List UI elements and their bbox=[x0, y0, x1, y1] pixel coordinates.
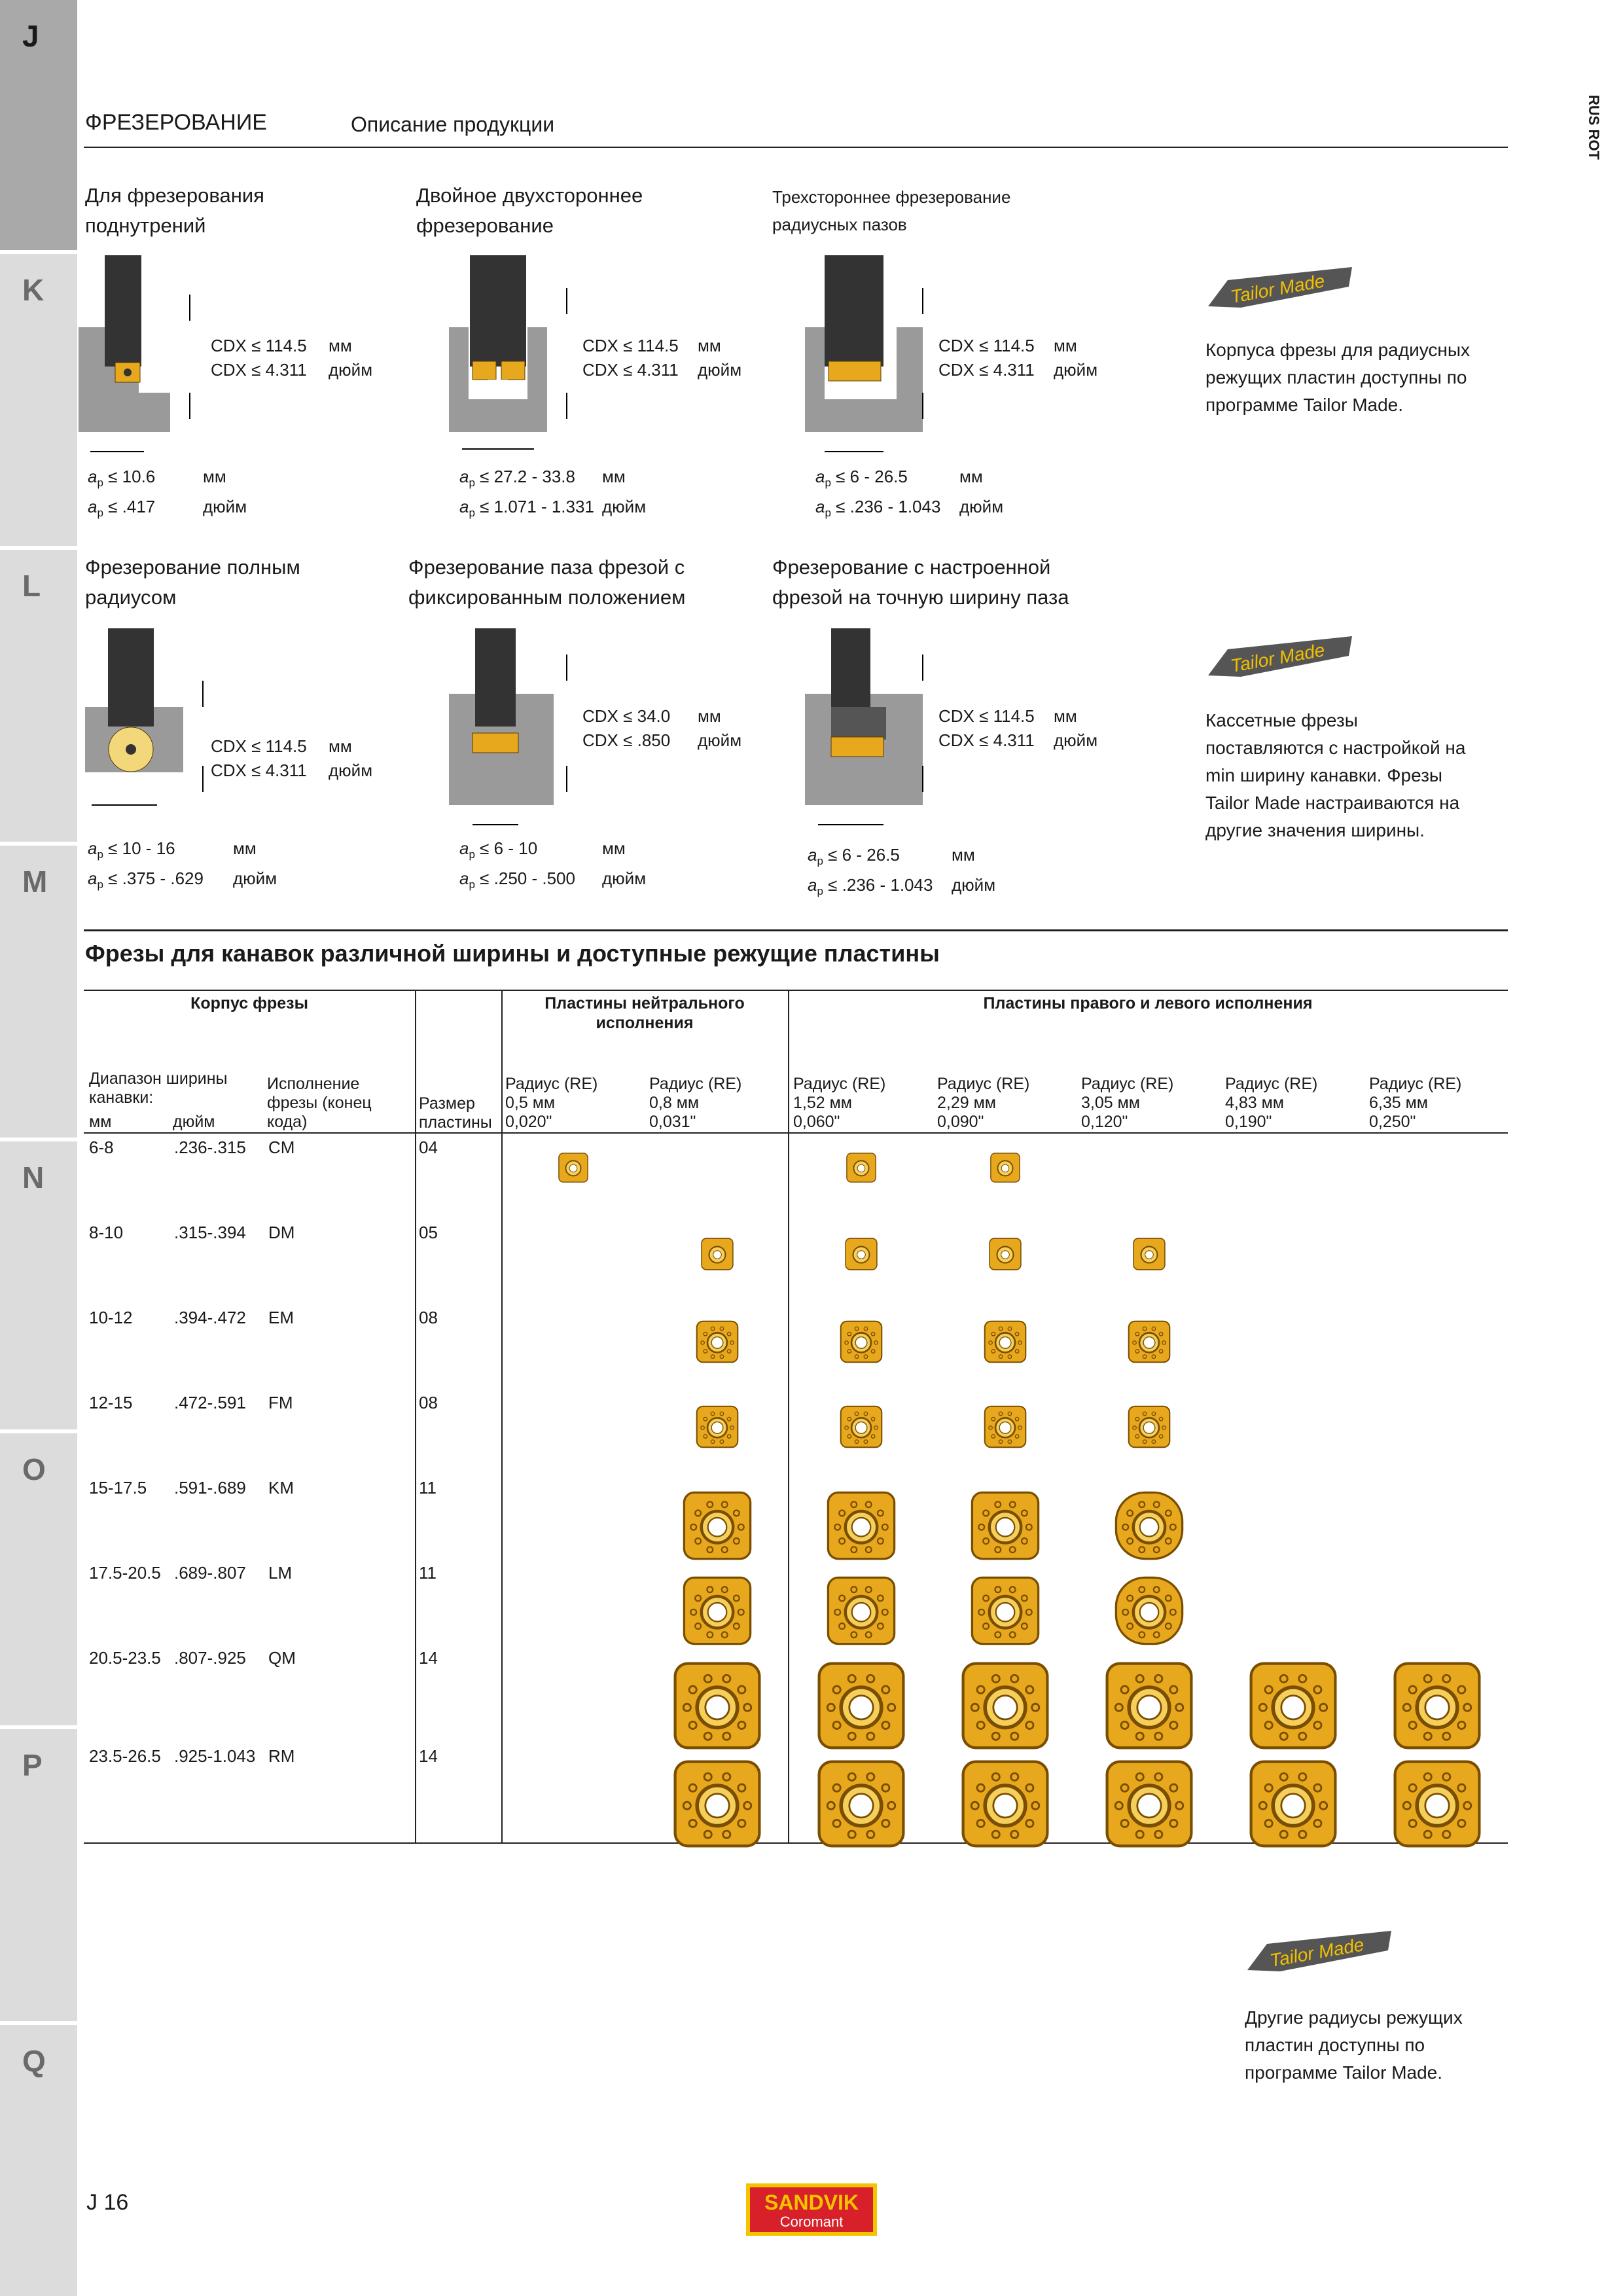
cell-range-inch: .315-.394 bbox=[174, 1223, 246, 1242]
svg-text:SANDVIK: SANDVIK bbox=[764, 2191, 859, 2214]
cell-range-inch: .689-.807 bbox=[174, 1563, 246, 1583]
table-vline bbox=[501, 990, 503, 1844]
cell-range-inch: .236-.315 bbox=[174, 1138, 246, 1157]
tailor-made-logo bbox=[1241, 1924, 1398, 1979]
cell-range-mm: 10-12 bbox=[89, 1308, 133, 1327]
table-top-rule bbox=[84, 929, 1508, 931]
ap-spec: $a_p \le 10 - 16$ мм $a_p \le .375 - .629$ дюйм bbox=[88, 838, 277, 891]
tab-label: N bbox=[22, 1160, 45, 1194]
cell-range-inch: .925-1.043 bbox=[174, 1746, 256, 1766]
col-header-design: Исполнение фрезы (конец кода) bbox=[267, 1075, 372, 1131]
insert-icon[interactable] bbox=[681, 1490, 753, 1562]
insert-icon[interactable] bbox=[815, 1660, 907, 1751]
col-header-mm: мм bbox=[89, 1113, 112, 1131]
insert-icon[interactable] bbox=[988, 1237, 1022, 1271]
cell-insert-size: 11 bbox=[419, 1478, 437, 1498]
table-vline bbox=[788, 990, 789, 1844]
cell-insert-size: 04 bbox=[419, 1138, 438, 1157]
tab-label: M bbox=[22, 865, 48, 899]
cell-range-inch: .472-.591 bbox=[174, 1393, 246, 1412]
insert-icon[interactable] bbox=[1247, 1758, 1339, 1850]
cell-range-mm: 23.5-26.5 bbox=[89, 1746, 161, 1766]
insert-icon[interactable] bbox=[1113, 1575, 1185, 1647]
cell-range-mm: 17.5-20.5 bbox=[89, 1563, 161, 1583]
tab-j[interactable] bbox=[0, 0, 77, 250]
cell-design-code: EM bbox=[268, 1308, 294, 1327]
tab-o[interactable] bbox=[0, 1433, 77, 1725]
tailor-note: Другие радиусы режущих пластин доступны по программе Tailor Made. bbox=[1245, 2007, 1463, 2083]
fixed-slot-diagram bbox=[442, 628, 580, 831]
tab-label: J bbox=[22, 19, 39, 53]
group-header-body: Корпус фрезы bbox=[190, 994, 308, 1013]
insert-icon[interactable] bbox=[695, 1405, 740, 1449]
cell-insert-size: 05 bbox=[419, 1223, 438, 1242]
op-title: Фрезерование паза фрезой с фиксированным положением bbox=[408, 556, 686, 609]
cdx-spec: CDX ≤ 34.0 мм CDX ≤ .850 дюйм bbox=[582, 706, 742, 750]
cell-range-mm: 15-17.5 bbox=[89, 1478, 147, 1498]
tab-q[interactable] bbox=[0, 2025, 77, 2296]
insert-icon[interactable] bbox=[990, 1152, 1021, 1183]
col-header-size: Размер пластины bbox=[419, 1094, 492, 1132]
op-title: Для фрезерования поднутрений bbox=[85, 184, 264, 237]
table-title: Фрезы для канавок различной ширины и доступные режущие пластины bbox=[85, 940, 940, 967]
tab-p[interactable] bbox=[0, 1729, 77, 2021]
insert-icon[interactable] bbox=[1103, 1758, 1195, 1850]
col-header-radius: Радиус (RE) 1,52 мм 0,060" bbox=[793, 1075, 886, 1131]
col-header-radius: Радиус (RE) 0,8 мм 0,031" bbox=[649, 1075, 742, 1131]
cdx-spec: CDX ≤ 114.5 мм CDX ≤ 4.311 дюйм bbox=[938, 336, 1098, 380]
tailor-made-logo bbox=[1202, 260, 1359, 315]
cdx-spec: CDX ≤ 114.5 мм CDX ≤ 4.311 дюйм bbox=[938, 706, 1098, 750]
op-title: Двойное двухстороннее фрезерование bbox=[416, 184, 643, 237]
col-header-radius: Радиус (RE) 2,29 мм 0,090" bbox=[937, 1075, 1030, 1131]
insert-icon[interactable] bbox=[959, 1660, 1051, 1751]
ap-spec: $a_p \le 6 - 10$ мм $a_p \le .250 - .500$ дюйм bbox=[459, 838, 647, 891]
insert-icon[interactable] bbox=[695, 1319, 740, 1364]
ap-spec: $a_p \le 10.6$ мм $a_p \le .417$ дюйм bbox=[88, 467, 247, 520]
cell-design-code: DM bbox=[268, 1223, 295, 1242]
cell-design-code: LM bbox=[268, 1563, 293, 1583]
adjustable-slot-diagram bbox=[798, 628, 942, 831]
insert-icon[interactable] bbox=[1247, 1660, 1339, 1751]
cdx-spec: CDX ≤ 114.5 мм CDX ≤ 4.311 дюйм bbox=[211, 736, 373, 780]
tab-m[interactable] bbox=[0, 846, 77, 1138]
ap-spec: $a_p \le 6 - 26.5$ мм $a_p \le .236 - 1.043$ дюйм bbox=[808, 845, 996, 898]
tab-label: K bbox=[22, 273, 45, 307]
group-header-neutral: Пластины нейтрального исполнения bbox=[544, 994, 745, 1032]
tab-label: P bbox=[22, 1748, 43, 1782]
tab-n[interactable] bbox=[0, 1141, 77, 1429]
cell-range-inch: .807-.925 bbox=[174, 1648, 246, 1668]
insert-icon[interactable] bbox=[700, 1237, 734, 1271]
header-rule bbox=[84, 147, 1508, 148]
side-tabs bbox=[0, 0, 77, 2296]
table-header-rule bbox=[84, 990, 1508, 991]
svg-text:Tailor Made: Tailor Made bbox=[1268, 1934, 1366, 1971]
svg-text:Tailor Made: Tailor Made bbox=[1229, 270, 1327, 307]
insert-icon[interactable] bbox=[1132, 1237, 1166, 1271]
col-header-radius: Радиус (RE) 6,35 мм 0,250" bbox=[1369, 1075, 1462, 1131]
tab-label: Q bbox=[22, 2044, 46, 2078]
col-header-radius: Радиус (RE) 0,5 мм 0,020" bbox=[505, 1075, 598, 1131]
insert-icon[interactable] bbox=[1391, 1660, 1483, 1751]
cell-range-mm: 8-10 bbox=[89, 1223, 124, 1242]
cell-design-code: QM bbox=[268, 1648, 296, 1668]
col-header-radius: Радиус (RE) 4,83 мм 0,190" bbox=[1225, 1075, 1318, 1131]
op-title: Фрезерование с настроенной фрезой на точную ширину паза bbox=[772, 556, 1069, 609]
cell-range-inch: .394-.472 bbox=[174, 1308, 246, 1327]
insert-icon[interactable] bbox=[671, 1758, 763, 1850]
tab-label: O bbox=[22, 1452, 46, 1486]
ap-spec: $a_p \le 6 - 26.5$ мм $a_p \le .236 - 1.043$ дюйм bbox=[815, 467, 1004, 520]
three-side-diagram bbox=[798, 255, 942, 458]
insert-icon[interactable] bbox=[959, 1758, 1051, 1850]
full-radius-diagram bbox=[79, 628, 223, 818]
cell-design-code: RM bbox=[268, 1746, 295, 1766]
tab-label: L bbox=[22, 569, 41, 603]
insert-icon[interactable] bbox=[846, 1152, 877, 1183]
insert-icon[interactable] bbox=[839, 1319, 883, 1364]
insert-icon[interactable] bbox=[681, 1575, 753, 1647]
insert-icon[interactable] bbox=[1391, 1758, 1483, 1850]
language-code: RUS ROT bbox=[1586, 95, 1602, 160]
insert-icon[interactable] bbox=[1127, 1319, 1171, 1364]
svg-text:Coromant: Coromant bbox=[779, 2214, 844, 2230]
table-subheader-rule bbox=[84, 1132, 1508, 1134]
svg-text:Tailor Made: Tailor Made bbox=[1229, 639, 1327, 676]
insert-icon[interactable] bbox=[839, 1405, 883, 1449]
cell-design-code: CM bbox=[268, 1138, 295, 1157]
group-header-rl: Пластины правого и левого исполнения bbox=[983, 994, 1313, 1013]
cdx-spec: CDX ≤ 114.5 мм CDX ≤ 4.311 дюйм bbox=[582, 336, 742, 380]
insert-icon[interactable] bbox=[825, 1575, 897, 1647]
insert-icon[interactable] bbox=[815, 1758, 907, 1850]
cell-design-code: KM bbox=[268, 1478, 294, 1498]
op-title: Трехстороннее фрезерование радиусных пазов bbox=[772, 187, 1011, 234]
insert-icon[interactable] bbox=[671, 1660, 763, 1751]
cdx-spec: CDX ≤ 114.5 мм CDX ≤ 4.311 дюйм bbox=[211, 336, 373, 380]
tailor-note: Кассетные фрезы поставляются с настройкой на min ширину канавки. Фрезы Tailor Made настраиваются на другие значения ширины. bbox=[1205, 710, 1466, 840]
op-title: Фрезерование полным радиусом bbox=[85, 556, 300, 609]
undercut-diagram bbox=[79, 255, 223, 458]
insert-icon[interactable] bbox=[558, 1152, 589, 1183]
cell-insert-size: 08 bbox=[419, 1393, 438, 1412]
cell-range-mm: 6-8 bbox=[89, 1138, 114, 1157]
sandvik-logo bbox=[746, 2183, 877, 2236]
cell-insert-size: 11 bbox=[419, 1563, 437, 1583]
cell-range-mm: 20.5-23.5 bbox=[89, 1648, 161, 1668]
ap-spec: $a_p \le 27.2 - 33.8$ мм $a_p \le 1.071 - 1.331$ дюйм bbox=[459, 467, 647, 520]
section-subtitle: Описание продукции bbox=[351, 113, 555, 136]
cell-design-code: FM bbox=[268, 1393, 293, 1412]
insert-icon[interactable] bbox=[844, 1237, 878, 1271]
insert-icon[interactable] bbox=[1103, 1660, 1195, 1751]
tab-l[interactable] bbox=[0, 550, 77, 842]
insert-icon[interactable] bbox=[825, 1490, 897, 1562]
section-title: ФРЕЗЕРОВАНИЕ bbox=[85, 110, 267, 135]
col-header-range: Диапазон ширины канавки: bbox=[89, 1069, 228, 1107]
cell-insert-size: 08 bbox=[419, 1308, 438, 1327]
cell-range-mm: 12-15 bbox=[89, 1393, 133, 1412]
col-header-inch: дюйм bbox=[173, 1113, 215, 1131]
insert-icon[interactable] bbox=[1113, 1490, 1185, 1562]
straddle-diagram bbox=[442, 255, 580, 458]
cell-range-inch: .591-.689 bbox=[174, 1478, 246, 1498]
cell-insert-size: 14 bbox=[419, 1746, 438, 1766]
tailor-note: Корпуса фрезы для радиусных режущих пластин доступны по программе Tailor Made. bbox=[1205, 340, 1470, 415]
tab-k[interactable] bbox=[0, 254, 77, 546]
cell-insert-size: 14 bbox=[419, 1648, 438, 1668]
col-header-radius: Радиус (RE) 3,05 мм 0,120" bbox=[1081, 1075, 1174, 1131]
insert-icon[interactable] bbox=[983, 1405, 1027, 1449]
tailor-made-logo bbox=[1202, 630, 1359, 685]
insert-icon[interactable] bbox=[983, 1319, 1027, 1364]
table-vline bbox=[415, 990, 416, 1844]
insert-icon[interactable] bbox=[969, 1575, 1041, 1647]
insert-icon[interactable] bbox=[969, 1490, 1041, 1562]
page-number: J 16 bbox=[86, 2190, 129, 2215]
insert-icon[interactable] bbox=[1127, 1405, 1171, 1449]
